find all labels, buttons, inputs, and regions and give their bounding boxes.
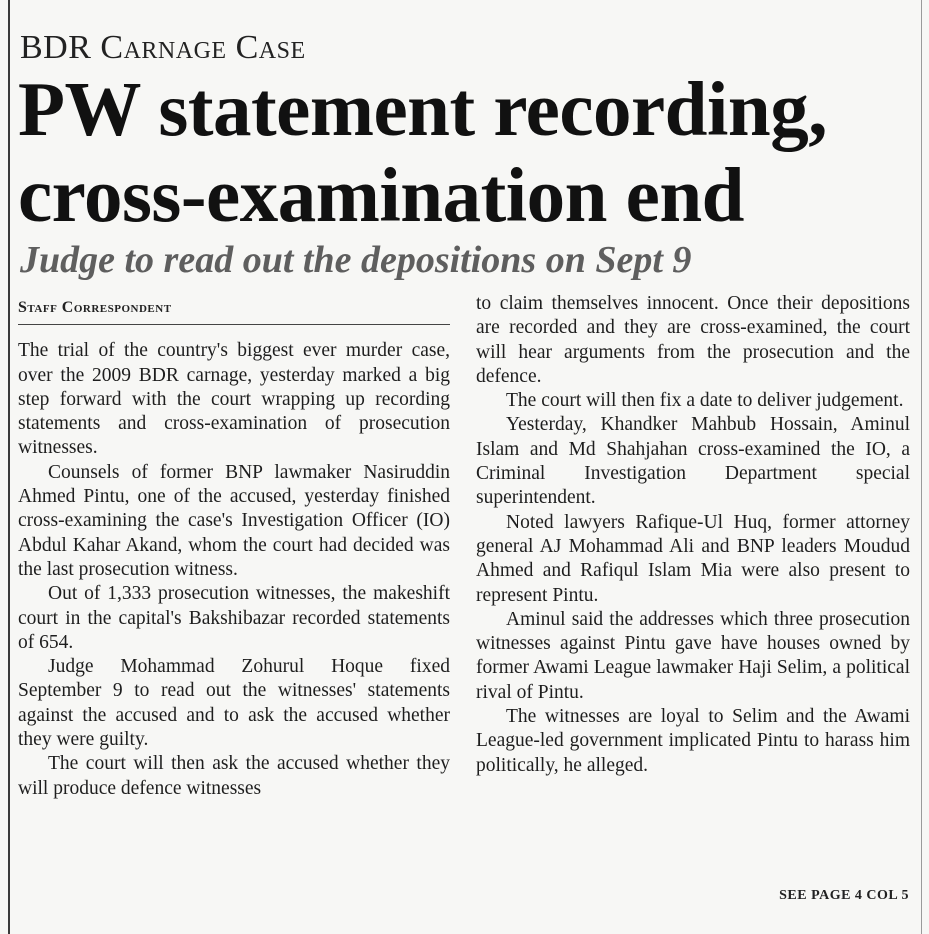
paragraph: The trial of the country's biggest ever murder case, over the 2009 BDR carnage, yesterday marked a big step forward with the court wrapping up recording statements and cross-examination of prosecution witnesses. xyxy=(18,340,450,459)
column-2 xyxy=(476,292,910,778)
byline: Staff Correspondent xyxy=(18,292,450,325)
paragraph: to claim themselves innocent. Once their depositions are recorded and they are cross-examined, the court will hear arguments from the prosecution and the defence. xyxy=(476,293,910,387)
column-1 xyxy=(18,292,450,801)
kicker: BDR Carnage Case xyxy=(20,29,306,66)
paragraph: Noted lawyers Rafique-Ul Huq, former attorney general AJ Mohammad Ali and BNP leaders Moudud Ahmed and Rafiqul Islam Mia were also present to represent Pintu. xyxy=(476,511,910,606)
paragraph: Out of 1,333 prosecution witnesses, the makeshift court in the capital's Bakshibazar recorded statements of 654. xyxy=(18,583,450,653)
paragraph: Aminul said the addresses which three prosecution witnesses against Pintu gave have houses owned by former Awami League lawmaker Haji Selim, a political rival of Pintu. xyxy=(476,608,910,703)
paragraph: Judge Mohammad Zohurul Hoque fixed September 9 to read out the witnesses' statements against the accused and to ask the accused whether they were guilty. xyxy=(18,656,450,751)
paragraph: Yesterday, Khandker Mahbub Hossain, Aminul Islam and Md Shahjahan cross-examined the IO, a Criminal Investigation Department special superintendent. xyxy=(476,414,910,509)
paragraph: The witnesses are loyal to Selim and the Awami League-led government implicated Pintu to harass him politically, he alleged. xyxy=(476,706,910,776)
headline: PW statement recording, cross-examination end xyxy=(18,66,827,238)
paragraph: The court will then ask the accused whether they will produce defence witnesses xyxy=(18,753,450,799)
continued-jump-line: SEE PAGE 4 COL 5 xyxy=(779,888,909,903)
paragraph: Counsels of former BNP lawmaker Nasiruddin Ahmed Pintu, one of the accused, yesterday finished cross-examining the case's Investigation Officer (IO) Abdul Kahar Akand, whom the court had decided was the last prosecution witness. xyxy=(18,461,450,580)
paragraph: The court will then fix a date to deliver judgement. xyxy=(506,390,904,412)
subhead: Judge to read out the depositions on Sept 9 xyxy=(20,239,692,281)
